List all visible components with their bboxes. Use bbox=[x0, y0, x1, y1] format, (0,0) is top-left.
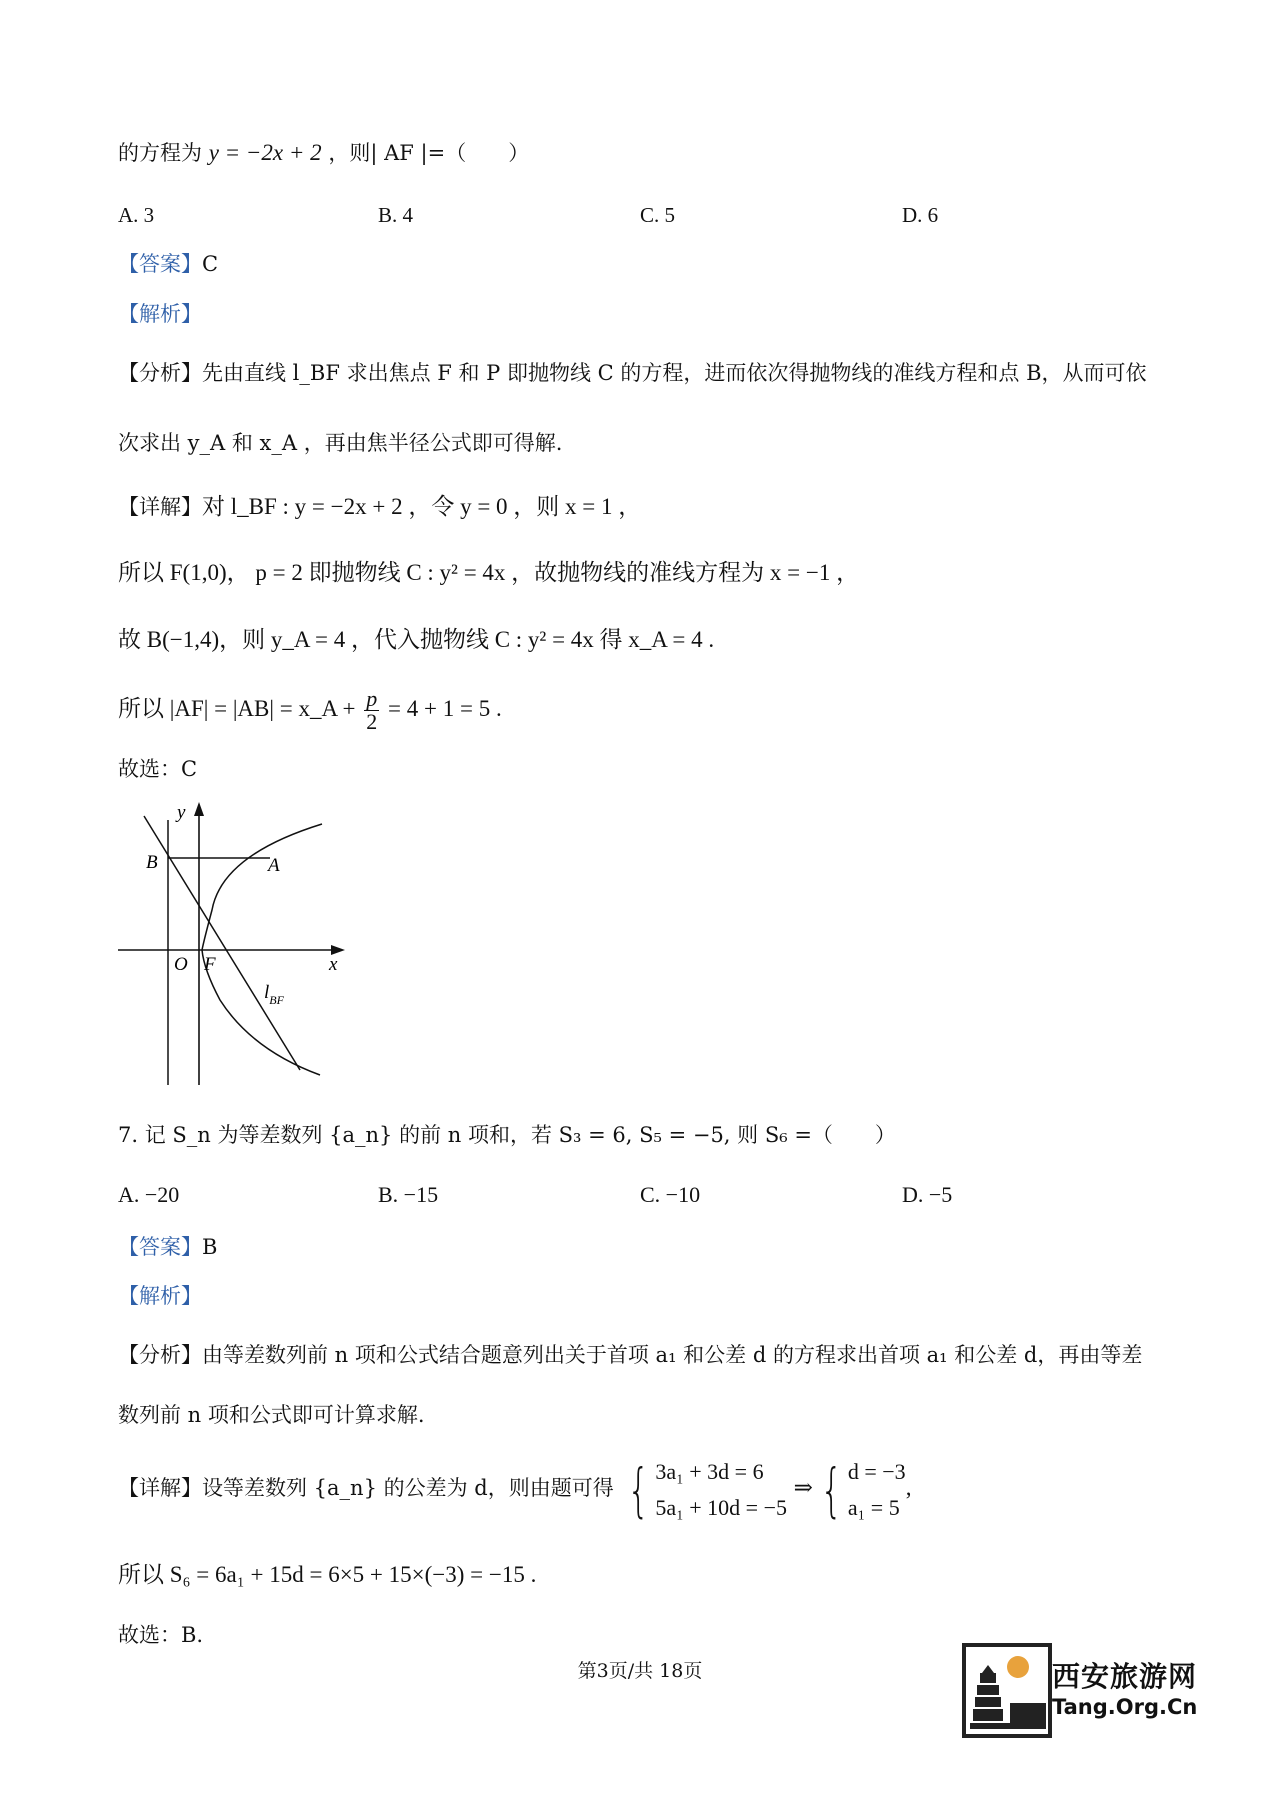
fenxi-text: 先由直线 l_BF 求出焦点 F 和 P 即抛物线 C 的方程，进而依次得抛物线的准线方程和点 B，从而可依 bbox=[202, 361, 1147, 385]
q6-detail-line2: 所以 F(1,0)， p = 2 即抛物线 C : y² = 4x ，故抛物线的准线方程为 x = −1 ， bbox=[118, 560, 860, 585]
q7-stem: 7. 记 S_n 为等差数列 {a_n} 的前 n 项和，若 S₃ = 6, S₅ = −5, 则 S₆ =（ ） bbox=[118, 1123, 896, 1147]
system-1 bbox=[655, 1454, 787, 1526]
q6-fenxi-line1 bbox=[118, 358, 1147, 388]
answer-value: C bbox=[202, 252, 219, 276]
q7-answer bbox=[118, 1232, 217, 1262]
fraction-numerator: p bbox=[366, 686, 378, 711]
label-x: x bbox=[329, 954, 338, 975]
q6-analysis-heading bbox=[118, 299, 202, 329]
implies-arrow: ⇒ bbox=[793, 1475, 813, 1500]
label-l-sub: BF bbox=[269, 993, 284, 1007]
q6-fenxi-line2: 次求出 y_A 和 x_A ，再由焦半径公式即可得解. bbox=[118, 431, 563, 455]
q6-choice-d: D. 6 bbox=[902, 203, 939, 227]
q7-choice-b: B. −15 bbox=[378, 1182, 439, 1207]
label-a: A bbox=[268, 855, 280, 876]
system-end-comma: , bbox=[905, 1475, 912, 1500]
site-logo bbox=[962, 1643, 1212, 1738]
label-o: O bbox=[174, 954, 188, 975]
q7-analysis-heading bbox=[118, 1281, 202, 1311]
xiangjie-tag: 【详解】 bbox=[118, 1476, 202, 1500]
fraction-denominator: 2 bbox=[366, 709, 378, 734]
answer-value: B bbox=[202, 1235, 218, 1259]
q6-conclusion: 故选：C bbox=[118, 757, 198, 781]
y-axis-arrow bbox=[194, 802, 204, 816]
q6-choice-c: C. 5 bbox=[640, 203, 676, 227]
left-brace-2: { bbox=[820, 1455, 843, 1524]
q6-detail-line3: 故 B(−1,4)，则 y_A = 4 ，代入抛物线 C : y² = 4x 得 x_A = 4 . bbox=[118, 627, 715, 652]
detail-prefix: 所以 |AF| = |AB| = x_A + bbox=[118, 695, 362, 721]
q6-detail-line4 bbox=[118, 688, 502, 733]
q6-stem-suffix: ，则| AF |=（ ） bbox=[328, 141, 530, 165]
q7-choice-d: D. −5 bbox=[902, 1182, 953, 1207]
q6-stem-equation: y = −2x + 2 bbox=[208, 140, 322, 165]
left-brace-1: { bbox=[627, 1455, 650, 1524]
page-footer: 第3页/共 18页 bbox=[577, 1660, 703, 1682]
fraction bbox=[364, 688, 379, 733]
parabola-figure bbox=[112, 800, 352, 1090]
q7-detail-line2: 所以 S₆ = 6a₁ + 15d = 6×5 + 15×(−3) = −15 . bbox=[118, 1562, 537, 1587]
detail-text: 对 l_BF : y = −2x + 2 ，令 y = 0 ，则 x = 1 ， bbox=[202, 494, 642, 519]
logo-title: 西安旅游网 bbox=[1052, 1660, 1198, 1693]
analysis-tag: 【解析】 bbox=[118, 1284, 202, 1308]
q6-stem-prefix: 的方程为 bbox=[118, 141, 202, 165]
q7-conclusion: 故选：B. bbox=[118, 1623, 204, 1647]
q7-choice-c: C. −10 bbox=[640, 1182, 701, 1207]
system-2-eq-a: d = −3 bbox=[847, 1458, 906, 1484]
detail-prefix: 设等差数列 {a_n} 的公差为 d，则由题可得 bbox=[202, 1476, 614, 1500]
fenxi-tag: 【分析】 bbox=[118, 361, 202, 385]
system-2 bbox=[848, 1454, 906, 1526]
answer-tag: 【答案】 bbox=[118, 1235, 202, 1259]
answer-tag: 【答案】 bbox=[118, 252, 202, 276]
q6-stem bbox=[118, 138, 529, 168]
pagoda-icon bbox=[962, 1643, 1052, 1738]
detail-suffix: = 4 + 1 = 5 . bbox=[382, 695, 502, 721]
system-1-eq-b: 5a₁ + 10d = −5 bbox=[655, 1494, 787, 1520]
label-y: y bbox=[177, 802, 186, 823]
q7-fenxi-line2: 数列前 n 项和公式即可计算求解. bbox=[118, 1403, 425, 1427]
fenxi-tag: 【分析】 bbox=[118, 1343, 202, 1367]
logo-url: Tang.Org.Cn bbox=[1052, 1695, 1198, 1719]
system-1-eq-a: 3a₁ + 3d = 6 bbox=[655, 1458, 764, 1484]
xiangjie-tag: 【详解】 bbox=[118, 495, 202, 519]
q6-answer bbox=[118, 249, 218, 279]
label-l: l bbox=[264, 982, 270, 1003]
q6-choice-b: B. 4 bbox=[378, 203, 414, 227]
q7-detail-line1 bbox=[118, 1450, 911, 1526]
label-f: F bbox=[204, 954, 216, 975]
fenxi-text: 由等差数列前 n 项和公式结合题意列出关于首项 a₁ 和公差 d 的方程求出首项 a₁ 和公差 d，再由等差 bbox=[202, 1343, 1143, 1367]
analysis-tag: 【解析】 bbox=[118, 302, 202, 326]
q7-choice-a: A. −20 bbox=[118, 1182, 180, 1207]
label-lbf bbox=[264, 982, 285, 1007]
system-2-eq-b: a₁ = 5 bbox=[847, 1494, 900, 1520]
label-b: B bbox=[146, 852, 158, 873]
q6-detail-line1 bbox=[118, 492, 641, 522]
q6-choice-a: A. 3 bbox=[118, 203, 155, 227]
q7-fenxi-line1 bbox=[118, 1340, 1142, 1370]
